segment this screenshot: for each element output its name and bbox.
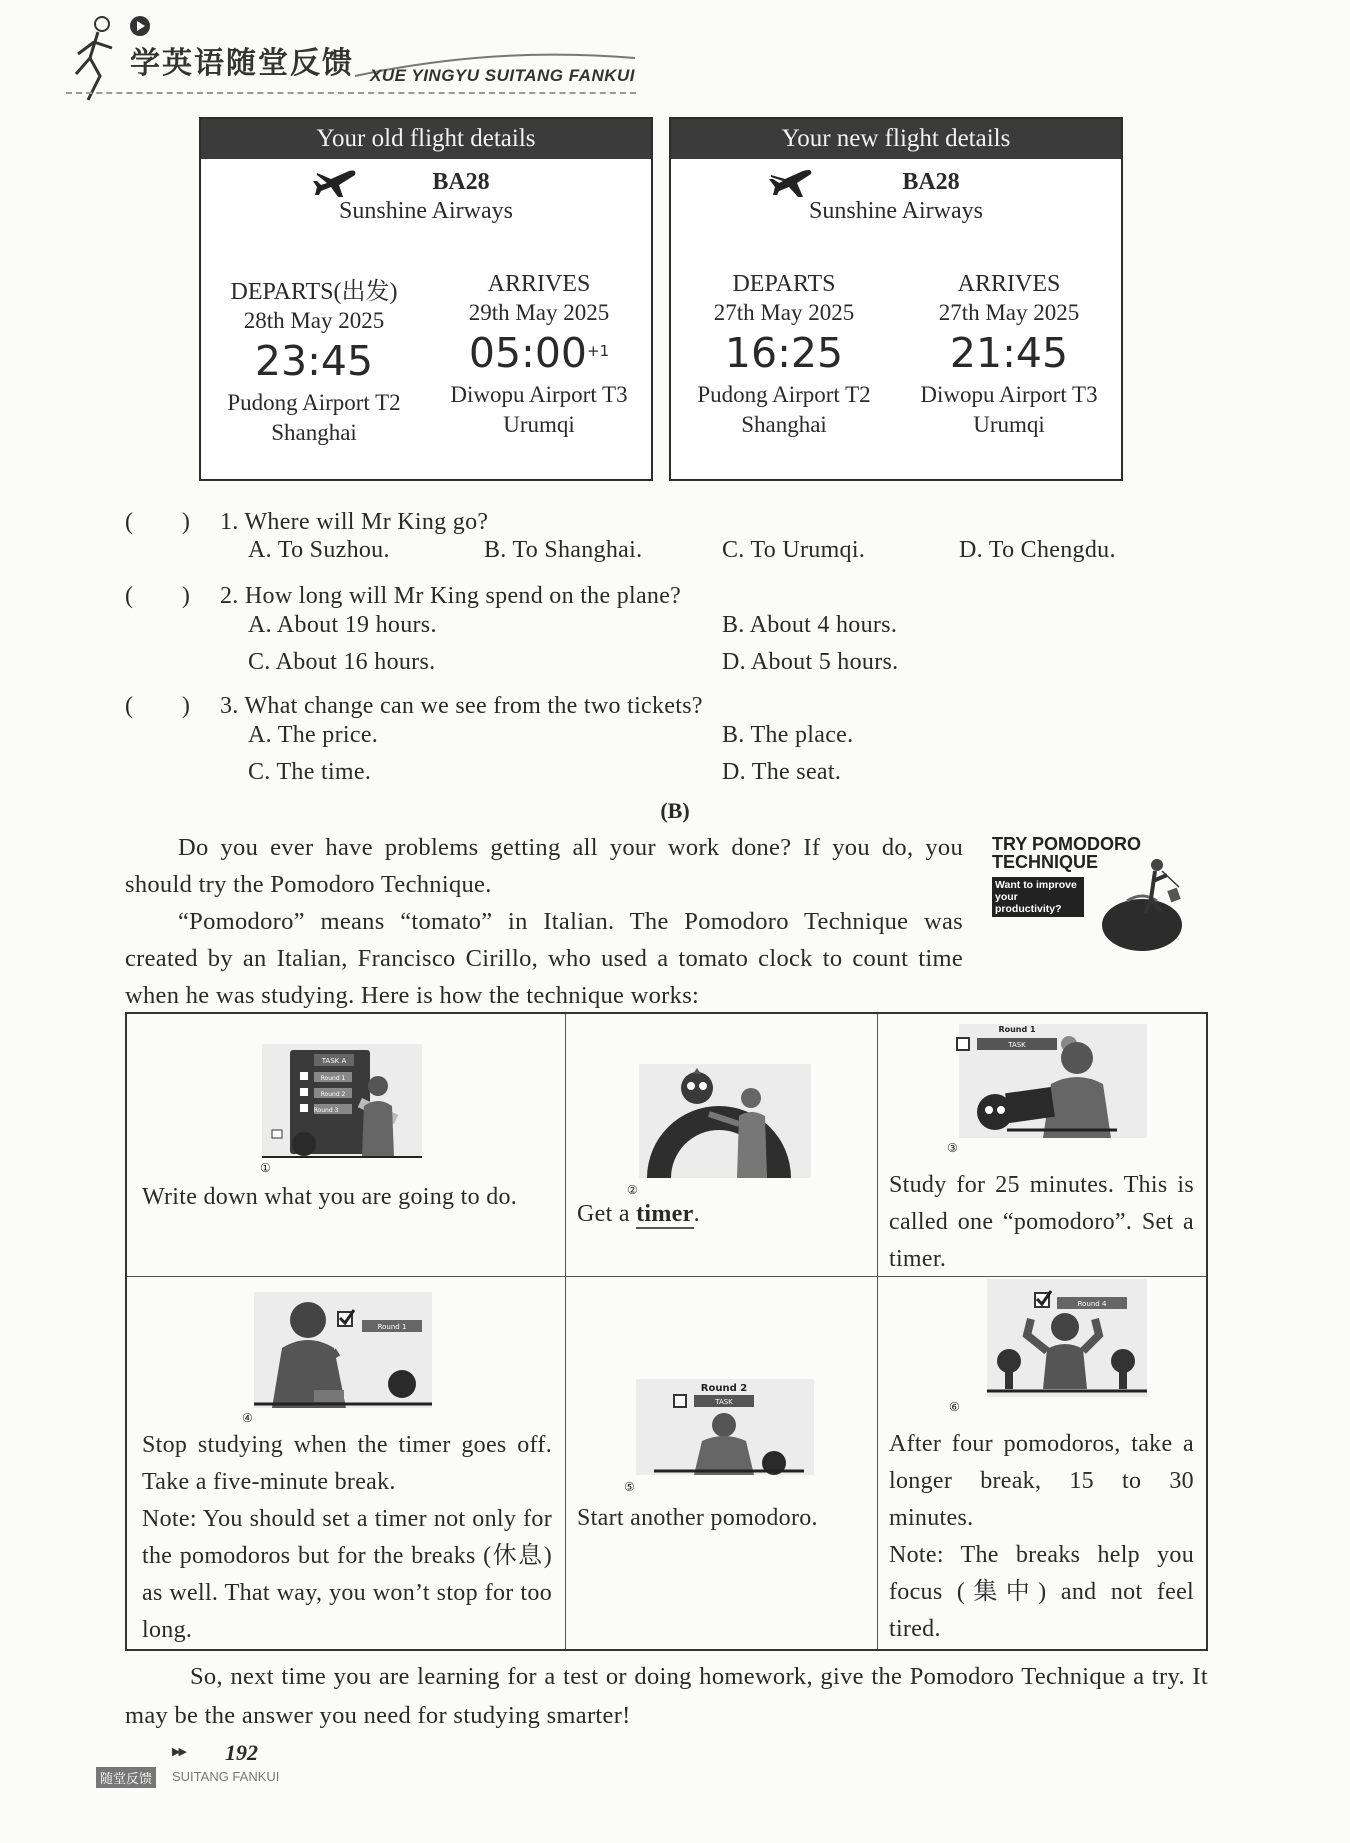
old-departure (204, 271, 424, 448)
arrival-time-value: 05:00 (468, 329, 588, 377)
step-6-main: After four pomodoros, take a longer break, 15 to 30 minutes. (889, 1431, 1194, 1531)
departure-city: Shanghai (271, 420, 357, 445)
step-2-text-post: . (693, 1201, 700, 1227)
step-2-text (577, 1196, 867, 1233)
arrival-city: Urumqi (973, 412, 1045, 437)
step-number: ② (627, 1183, 638, 1197)
arrival-airport: Diwopu Airport T3 (920, 382, 1098, 407)
departs-label: DEPARTS (732, 271, 836, 297)
task-label: TASK (1008, 1041, 1026, 1049)
task-label: TASK A (321, 1057, 347, 1065)
round-label: Round 4 (1077, 1300, 1107, 1308)
next-day-marker: +1 (587, 342, 610, 360)
step-6-note: Note: The breaks help you focus (集中) and not feel tired. (889, 1542, 1194, 1642)
option[interactable]: B. To Shanghai. (484, 537, 643, 563)
step-5-illustration (624, 1379, 814, 1494)
round-label: Round 3 (313, 1107, 339, 1114)
round-label: Round 1 (320, 1075, 346, 1082)
step-5-text: Start another pomodoro. (577, 1505, 818, 1531)
new-departure (674, 271, 894, 440)
step-number: ③ (947, 1141, 958, 1155)
footer-cn-label: 随堂反馈 (96, 1767, 156, 1788)
ad-title: TRY POMODORO TECHNIQUE (992, 834, 1142, 872)
step-2-illustration (627, 1064, 812, 1202)
runner-logo-icon (68, 14, 128, 102)
option[interactable]: D. To Chengdu. (959, 537, 1116, 563)
arrives-label: ARRIVES (487, 271, 591, 297)
header-cn-title: 学英语随堂反馈 (130, 46, 354, 81)
arrival-time: 21:45 (949, 329, 1069, 377)
ticket-title: Your new flight details (671, 119, 1121, 159)
option[interactable]: A. The price. (248, 722, 379, 748)
passage-paragraph-2: “Pomodoro” means “tomato” in Italian. The Pomodoro Technique was created by an Italian, Francisco Cirillo, who used a tomato clock to count time when he was studying. Here is how the technique works: (125, 908, 963, 1009)
option[interactable]: B. The place. (722, 722, 854, 748)
option[interactable]: C. To Urumqi. (722, 537, 866, 563)
ad-tagline: Want to improve your productivity? (992, 877, 1084, 917)
question-3 (125, 685, 703, 720)
header-divider (66, 92, 636, 94)
question-text: 3. What change can we see from the two tickets? (220, 693, 703, 719)
step-4-text (142, 1427, 552, 1649)
section-heading: (B) (660, 798, 690, 823)
passage-closing: So, next time you are learning for a test or doing homework, give the Pomodoro Technique a try. It may be the answer you need for studying smarter! (125, 1663, 1208, 1729)
timer-keyword: timer (636, 1201, 694, 1227)
round-label: Round 2 (700, 1383, 748, 1394)
step-4-main: Stop studying when the timer goes off. Take a five-minute break. (142, 1432, 552, 1495)
arrival-airport: Diwopu Airport T3 (450, 382, 628, 407)
airplane-icon (313, 165, 359, 199)
departure-date: 27th May 2025 (713, 300, 855, 325)
step-6-illustration (947, 1279, 1147, 1419)
step-4-note: Note: You should set a timer not only for the pomodoros but for the breaks (休息) as well. That way, you won’t stop for too long. (142, 1506, 552, 1643)
page-arrow-icon: ▶▶ (172, 1746, 185, 1758)
arrival-date: 27th May 2025 (938, 300, 1080, 325)
round-label: Round 1 (998, 1025, 1036, 1034)
step-6-text (889, 1426, 1194, 1648)
step-3-text: Study for 25 minutes. This is called one “pomodoro”. Set a timer. (889, 1172, 1194, 1272)
step-2-text-pre: Get a (577, 1201, 637, 1227)
option[interactable]: D. About 5 hours. (722, 649, 899, 675)
step-4-illustration (242, 1292, 432, 1430)
header-en-title: XUE YINGYU SUITANG FANKUI (370, 66, 636, 85)
footer-en-label: SUITANG FANKUI (172, 1769, 280, 1784)
passage-paragraph-1: Do you ever have problems getting all your work done? If you do, you should try the Pomodoro Technique. (125, 834, 963, 898)
page-number: 192 (225, 1740, 258, 1765)
departure-airport: Pudong Airport T2 (227, 390, 401, 415)
answer-blank[interactable]: ( ) (125, 693, 191, 719)
option[interactable]: C. The time. (248, 759, 372, 785)
option[interactable]: D. The seat. (722, 759, 842, 785)
answer-blank[interactable]: ( ) (125, 509, 191, 535)
departure-time: 23:45 (254, 337, 374, 385)
arrives-label: ARRIVES (957, 271, 1061, 297)
question-text: 2. How long will Mr King spend on the plane? (220, 583, 682, 609)
answer-blank[interactable]: ( ) (125, 583, 191, 609)
question-2 (125, 575, 681, 610)
tomato-with-person-illustration (1087, 847, 1212, 957)
departure-city: Shanghai (741, 412, 827, 437)
step-number: ① (260, 1161, 271, 1175)
round-label: Round 1 (377, 1323, 407, 1331)
step-3-illustration (947, 1024, 1147, 1162)
flight-code: BA28 (432, 169, 490, 195)
departure-time: 16:25 (724, 329, 844, 377)
pomodoro-ad (992, 835, 1207, 950)
old-flight-ticket (199, 117, 653, 481)
old-arrival (429, 271, 649, 440)
departure-date: 28th May 2025 (243, 308, 385, 333)
option[interactable]: B. About 4 hours. (722, 612, 898, 638)
play-icon (128, 14, 152, 38)
step-1-text: Write down what you are going to do. (142, 1184, 518, 1210)
departs-label: DEPARTS(出发) (230, 279, 398, 305)
task-label: TASK (715, 1398, 733, 1406)
arrival-city: Urumqi (503, 412, 575, 437)
airplane-icon (769, 165, 815, 199)
arrival-date: 29th May 2025 (468, 300, 610, 325)
option[interactable]: A. About 19 hours. (248, 612, 437, 638)
step-number: ⑤ (624, 1480, 635, 1494)
round-label: Round 2 (320, 1091, 346, 1098)
steps-table (125, 1012, 1208, 1651)
option[interactable]: C. About 16 hours. (248, 649, 436, 675)
airline-name: Sunshine Airways (339, 198, 513, 224)
departure-airport: Pudong Airport T2 (697, 382, 871, 407)
new-flight-ticket (669, 117, 1123, 481)
airline-name: Sunshine Airways (809, 198, 983, 224)
ticket-title: Your old flight details (201, 119, 651, 159)
new-arrival (899, 271, 1119, 440)
step-1-illustration (262, 1044, 422, 1182)
step-number: ⑥ (949, 1400, 960, 1414)
flight-code: BA28 (902, 169, 960, 195)
question-1 (125, 501, 488, 536)
question-text: 1. Where will Mr King go? (220, 509, 489, 535)
option[interactable]: A. To Suzhou. (248, 537, 390, 563)
arrival-time (429, 330, 649, 376)
step-number: ④ (242, 1411, 253, 1425)
